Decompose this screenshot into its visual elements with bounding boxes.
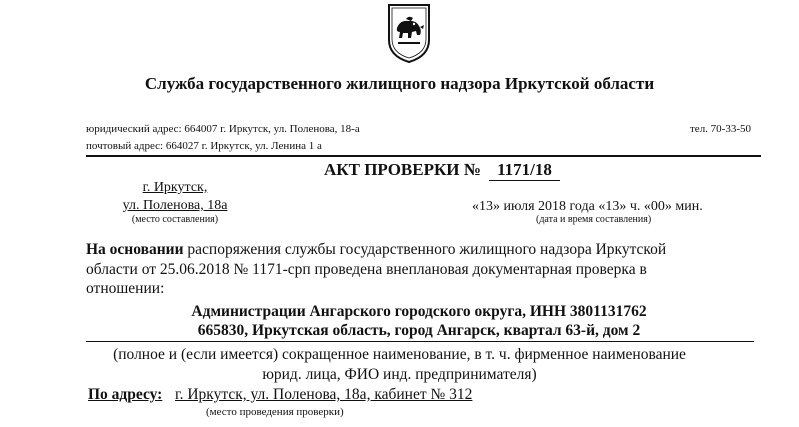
entity-underline: [86, 341, 754, 342]
coat-of-arms-icon: [386, 2, 432, 64]
place-of-drafting: [110, 180, 240, 225]
place-note: (место составления): [131, 214, 219, 225]
basis-line3: отношении:: [86, 280, 165, 297]
header-divider: [86, 155, 761, 157]
basis-line1: распоряжения службы государственного жилищного надзора Иркутской: [187, 241, 667, 258]
inspection-address-value: г. Иркутск, ул. Поленова, 18а, кабинет № 312: [175, 386, 473, 403]
inspection-address-label: По адресу:: [88, 386, 163, 403]
organization-title: Служба государственного жилищного надзора Иркутской области: [144, 74, 655, 93]
postal-address: почтовый адрес: 664027 г. Иркутск, ул. Ленина 1 а: [86, 140, 322, 152]
act-title: АКТ ПРОВЕРКИ №: [324, 160, 481, 179]
entity-description-line2: юрид. лица, ФИО инд. предпринимателя): [262, 366, 537, 383]
drafting-date: «13» июля 2018 года «13» ч. «00» мин.: [472, 199, 703, 214]
basis-line2: области от 25.06.2018 № 1171-срп проведена внеплановая документарная проверка в: [86, 260, 647, 278]
basis-lead: На основании: [86, 241, 184, 258]
entity-address: 665830, Иркутская область, город Ангарск, квартал 63-й, дом 2: [197, 322, 641, 339]
phone-number: тел. 70-33-50: [690, 123, 752, 135]
place-city: г. Иркутск,: [142, 180, 208, 195]
drafting-date-note: (дата и время составления): [536, 214, 652, 225]
entity-description-line1: (полное и (если имеется) сокращенное наименование, в т. ч. фирменное наименование: [113, 346, 686, 363]
inspection-address-note: (место проведения проверки): [206, 406, 344, 418]
place-street: ул. Поленова, 18а: [122, 198, 228, 213]
entity-name: Администрации Ангарского городского округа, ИНН 3801131762: [191, 303, 647, 320]
act-number: 1171/18: [489, 160, 560, 181]
act-heading: [324, 160, 560, 181]
basis-paragraph: [86, 240, 752, 299]
legal-address: юридический адрес: 664007 г. Иркутск, ул. Поленова, 18-а: [86, 123, 360, 135]
